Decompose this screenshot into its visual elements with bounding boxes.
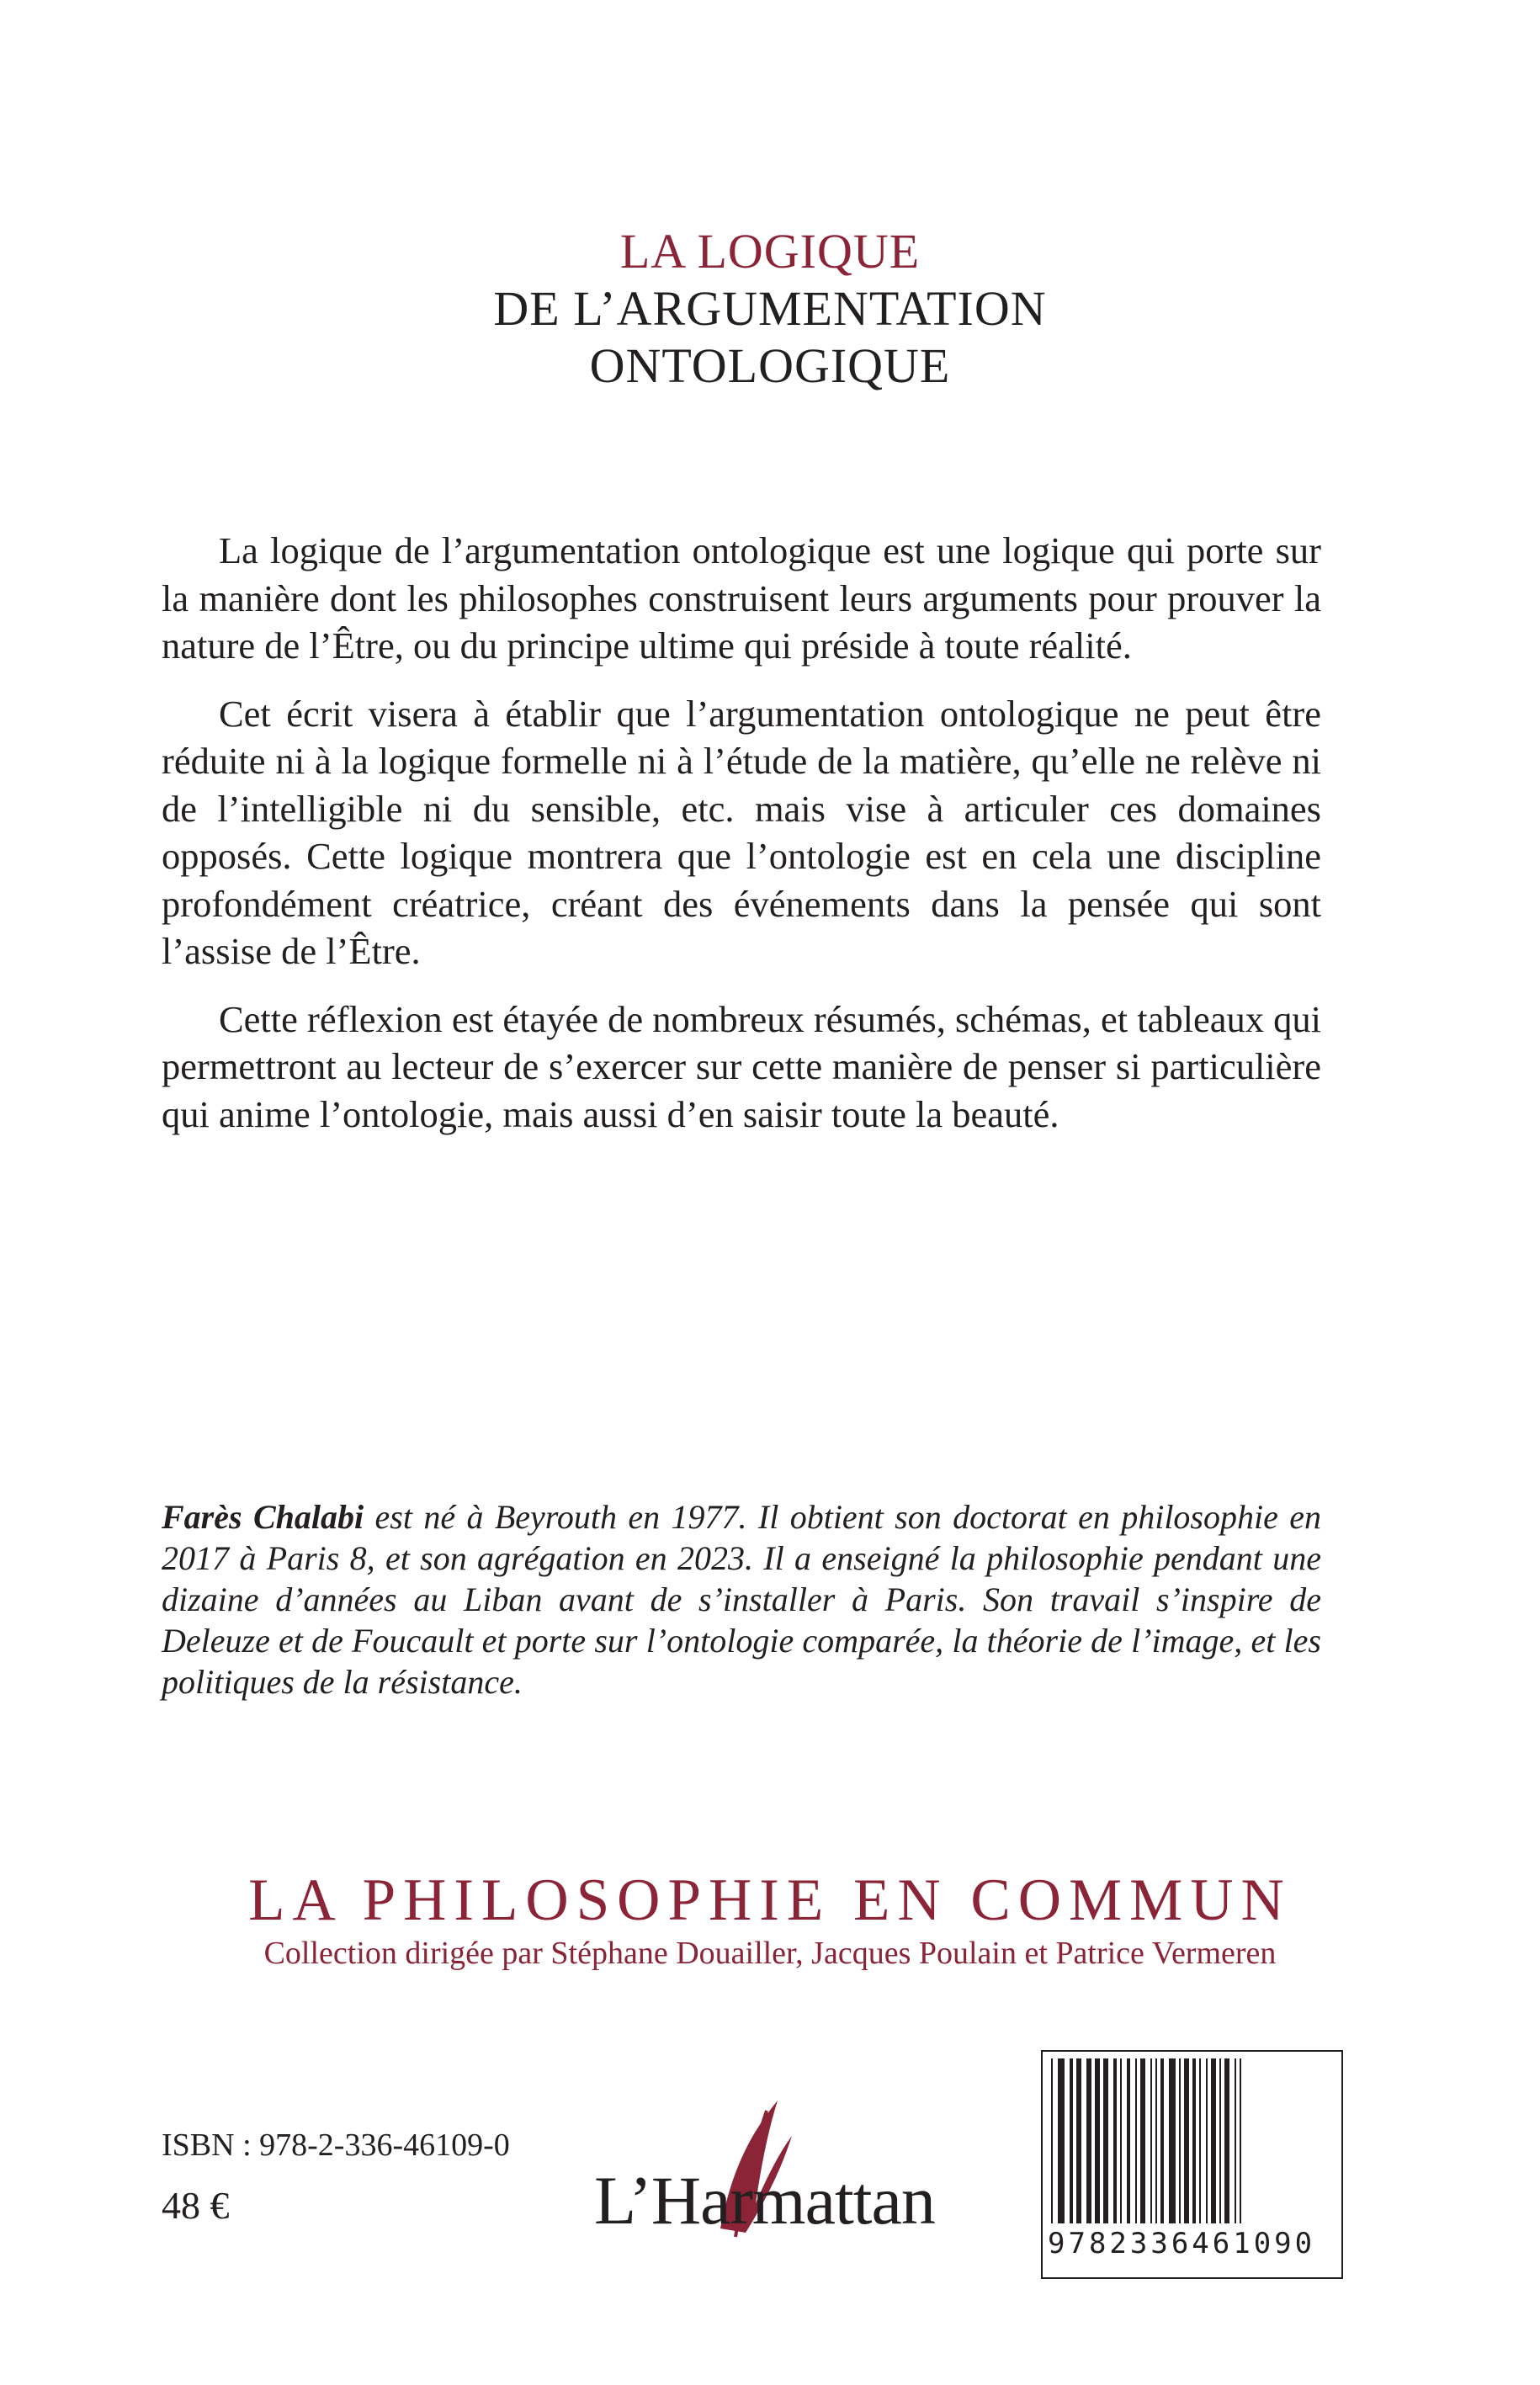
summary-paragraph-3: Cette réflexion est étayée de nombreux résumés, schémas, et tableaux qui permettront au lecteur de s’exercer sur cette manière de penser si particulière qui anime l’ontologie, mais aussi d’en saisir toute la beauté. <box>162 997 1321 1135</box>
summary-paragraph-2: Cet écrit visera à établir que l’argumentation ontologique ne peut être réduite ni à la logique formelle ni à l’étude de la matière, qu’elle ne relève ni de l’intelligible ni du sensible, etc. mais vise à articuler ces domaines opposés. Cette logique montrera que l’ontologie est en cela une discipline profondément créatrice, créant des événements dans la pensée qui sont l’assise de l’Être. <box>162 692 1321 972</box>
book-title <box>0 223 1540 395</box>
barcode-bar <box>1095 2058 1100 2223</box>
barcode-bar <box>1224 2058 1229 2223</box>
author-bio-text: est né à Beyrouth en 1977. Il obtient son doctorat en philosophie en 2017 à Paris 8, et son agrégation en 2023. Il a enseigné la philosophie pendant une dizaine d’années au Liban avant de s’installer à Paris. Son travail s’inspire de Deleuze et de Foucault et porte sur l’ontologie comparée, la théorie de l’image, et les politiques de la résistance. <box>162 1498 1322 1701</box>
barcode-bar <box>1113 2058 1117 2223</box>
summary-paragraph-1: La logique de l’argumentation ontologique est une logique qui porte sur la manière dont les philosophes construisent leurs arguments pour prouver la nature de l’Être, ou du principe ultime qui préside à toute réalité. <box>162 529 1321 667</box>
barcode-bar <box>1184 2058 1189 2223</box>
barcode <box>1041 2050 1343 2279</box>
barcode-bar <box>1103 2058 1108 2223</box>
barcode-bar <box>1070 2058 1073 2223</box>
barcode-bar <box>1150 2058 1152 2223</box>
barcode-bar <box>1235 2058 1236 2223</box>
title-line-3: ONTOLOGIQUE <box>589 338 951 393</box>
barcode-bar <box>1127 2058 1130 2223</box>
barcode-bar <box>1155 2058 1157 2223</box>
author-bio <box>162 1496 1321 1702</box>
barcode-number: 9782336461090 <box>1048 2227 1316 2260</box>
publisher-name: L’Harmattan <box>594 2162 935 2239</box>
barcode-bar <box>1076 2058 1081 2223</box>
barcode-bar <box>1169 2058 1176 2223</box>
barcode-bar <box>1058 2058 1065 2223</box>
barcode-bar <box>1206 2058 1208 2223</box>
barcode-bar <box>1086 2058 1091 2223</box>
barcode-bar <box>1051 2058 1053 2223</box>
book-summary <box>162 527 1321 1158</box>
barcode-bar <box>1160 2058 1164 2223</box>
collection-name: LA PHILOSOPHIE EN COMMUN <box>248 1867 1292 1933</box>
barcode-bar <box>1140 2058 1145 2223</box>
collection-directors: Collection dirigée par Stéphane Douailler, Jacques Poulain et Patrice Vermeren <box>263 1936 1277 1971</box>
collection-block <box>0 1867 1540 1973</box>
publisher-logo <box>594 2085 935 2254</box>
title-line-2: DE L’ARGUMENTATION <box>493 281 1047 336</box>
author-name: Farès Chalabi <box>162 1498 364 1536</box>
title-line-1: LA LOGIQUE <box>619 224 921 279</box>
barcode-bar <box>1120 2058 1122 2223</box>
barcode-bar <box>1135 2058 1137 2223</box>
barcode-bar <box>1192 2058 1196 2223</box>
barcode-bar <box>1199 2058 1201 2223</box>
barcode-bar <box>1240 2058 1241 2223</box>
price: 48 € <box>162 2184 230 2227</box>
barcode-bars <box>1046 2055 1337 2223</box>
barcode-bar <box>1219 2058 1221 2223</box>
barcode-bar <box>1179 2058 1181 2223</box>
isbn: ISBN : 978-2-336-46109-0 <box>162 2127 510 2163</box>
barcode-bar <box>1211 2058 1216 2223</box>
